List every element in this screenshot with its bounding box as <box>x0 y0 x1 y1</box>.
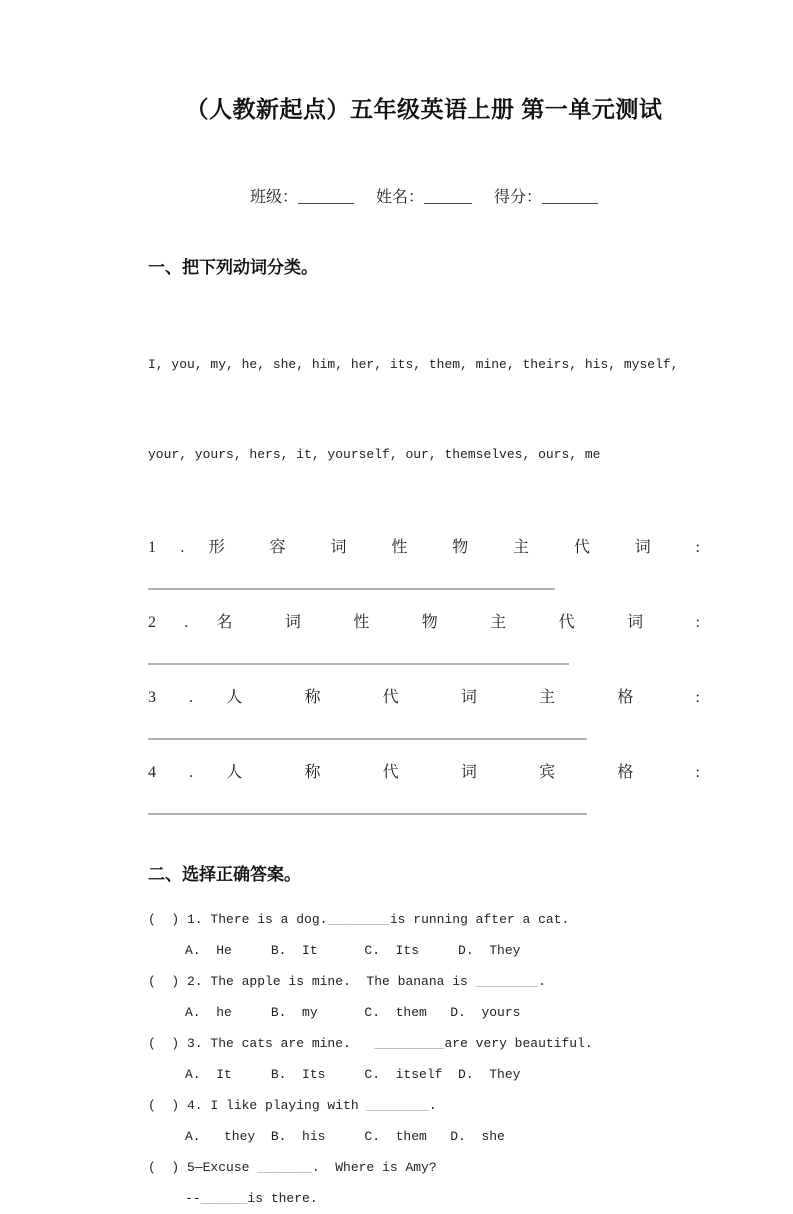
student-info-line <box>148 186 700 210</box>
question-4-options: A. they B. his C. them D. she <box>185 1129 505 1144</box>
question-4-text: ( ) 4. I like playing with ________. <box>148 1098 437 1113</box>
classification-item-1: 1 . 形 容 词 性 物 主 代 词 : <box>148 539 700 556</box>
classification-item-3: 3 . 人 称 代 词 主 格 : <box>148 689 700 706</box>
question-3-text: ( ) 3. The cats are mine. _________are very beautiful. <box>148 1036 593 1051</box>
name-field: 姓名：______ <box>375 189 472 206</box>
word-list-line-2: your, yours, hers, it, yourself, our, themselves, ours, me <box>148 447 601 462</box>
question-1-options: A. He B. It C. Its D. They <box>185 943 521 958</box>
worksheet-page <box>0 92 793 1214</box>
score-field: 得分：_______ <box>494 189 599 206</box>
section1-heading: 一、把下列动词分类。 <box>148 258 318 277</box>
answer-underline-2 <box>148 663 569 665</box>
word-list-line-1: I, you, my, he, she, him, her, its, them, mine, theirs, his, myself, <box>148 357 679 372</box>
question-list <box>148 904 700 1214</box>
answer-underline-3 <box>148 738 587 740</box>
question-5-text: ( ) 5—Excuse _______. Where is Amy? <box>148 1160 437 1175</box>
question-2-text: ( ) 2. The apple is mine. The banana is ________. <box>148 974 546 989</box>
question-2-options: A. he B. my C. them D. yours <box>185 1005 521 1020</box>
page-content <box>148 92 700 1214</box>
page-title: （人教新起点）五年级英语上册 第一单元测试 <box>185 96 663 122</box>
answer-underline-1 <box>148 588 555 590</box>
question-5-answer-line: --______is there. <box>185 1191 318 1206</box>
classification-item-4: 4 . 人 称 代 词 宾 格 : <box>148 764 700 781</box>
question-1-text: ( ) 1. There is a dog.________is running after a cat. <box>148 912 570 927</box>
class-field: 班级：_______ <box>249 189 354 206</box>
classification-item-2: 2 . 名 词 性 物 主 代 词 : <box>148 614 700 631</box>
answer-underline-4 <box>148 813 587 815</box>
word-list <box>148 290 700 530</box>
section2-heading: 二、选择正确答案。 <box>148 865 301 884</box>
question-3-options: A. It B. Its C. itself D. They <box>185 1067 521 1082</box>
